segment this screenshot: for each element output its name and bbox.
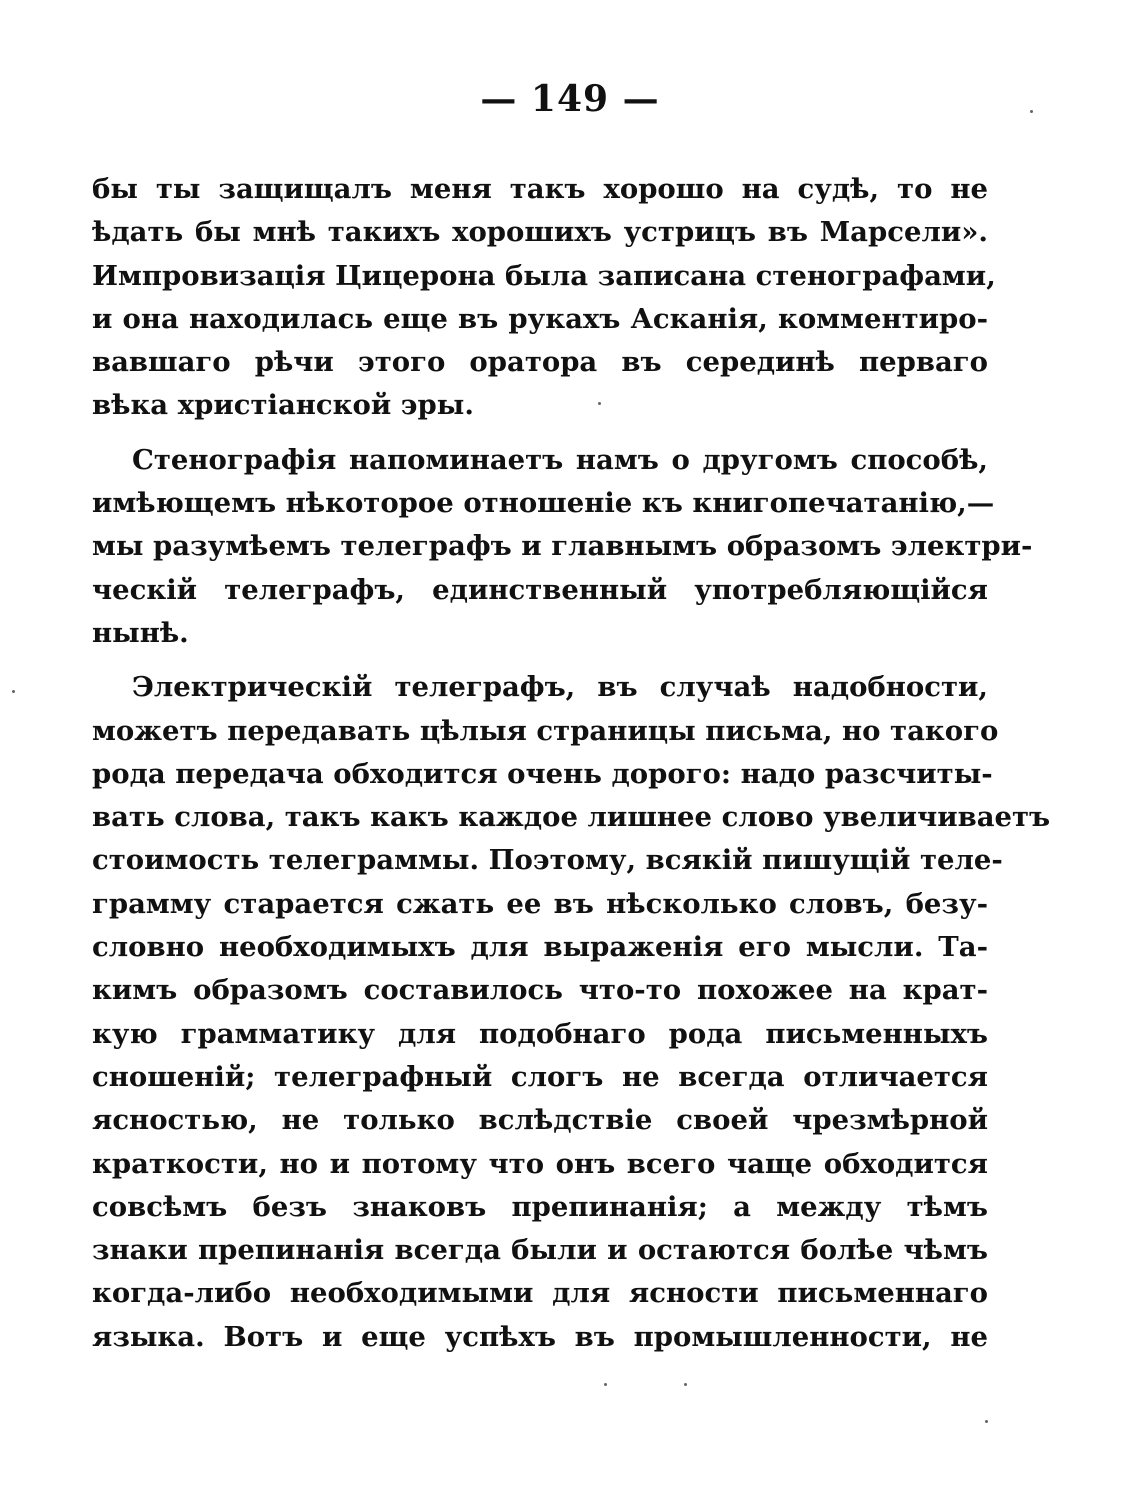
text-line: ясностью, не только вслѣдствіе своей чрезмѣрной <box>92 1104 988 1137</box>
text-line: языка. Вотъ и еще успѣхъ въ промышленности, не <box>92 1320 988 1353</box>
text-line: кимъ образомъ составилось что-то похожее на крат- <box>92 974 988 1007</box>
scan-speck <box>598 402 601 405</box>
text-line: Импровизація Цицерона была записана стенографами, <box>92 259 996 292</box>
text-line: словно необходимыхъ для выраженія его мысли. Та- <box>92 931 988 964</box>
text-line: рода передача обходится очень дорого: надо разсчиты- <box>92 757 993 790</box>
text-line: Стенографія напоминаетъ намъ о другомъ способѣ, <box>132 443 988 476</box>
text-line: совсѣмъ безъ знаковъ препинанія; а между тѣмъ <box>92 1190 988 1223</box>
paragraph-2 <box>92 439 1033 655</box>
text-line: грамму старается сжать ее въ нѣсколько словъ, безу- <box>92 887 988 920</box>
text-line: сношеній; телеграфный слогъ не всегда отличается <box>92 1060 988 1093</box>
text-line: ѣдать бы мнѣ такихъ хорошихъ устрицъ въ Марсели». <box>92 216 988 249</box>
text-line: Электрическій телеграфъ, въ случаѣ надобности, <box>132 671 988 704</box>
text-line: имѣющемъ нѣкоторое отношеніе къ книгопечатанію,— <box>92 487 995 520</box>
page-number: — 149 — <box>480 78 660 120</box>
scan-speck <box>985 1420 988 1423</box>
text-line: бы ты защищалъ меня такъ хорошо на судѣ, то не <box>92 173 988 205</box>
text-line: стоимость телеграммы. Поэтому, всякій пишущій теле- <box>92 844 1003 877</box>
scan-speck <box>684 1383 687 1386</box>
scan-speck <box>1030 110 1033 113</box>
text-line: ческій телеграфъ, единственный употребляющійся <box>92 573 988 606</box>
scan-speck <box>604 1383 607 1386</box>
text-line: и она находилась еще въ рукахъ Асканія, комментиро- <box>92 302 988 335</box>
scan-speck <box>12 690 15 693</box>
body-text <box>92 168 1051 1359</box>
paragraph-1 <box>92 168 996 428</box>
text-line: мы разумѣемъ телеграфъ и главнымъ образомъ электри- <box>92 530 1033 563</box>
text-line: можетъ передавать цѣлыя страницы письма, но такого <box>92 714 999 747</box>
text-line: краткости, но и потому что онъ всего чаще обходится <box>92 1147 988 1180</box>
text-line: когда-либо необходимыми для ясности письменнаго <box>92 1277 988 1310</box>
text-line: вавшаго рѣчи этого оратора въ серединѣ перваго <box>92 346 988 379</box>
text-line: вѣка христіанской эры. <box>92 389 474 422</box>
text-line: вать слова, такъ какъ каждое лишнее слово увеличиваетъ <box>92 801 1051 834</box>
text-line: кую грамматику для подобнаго рода письменныхъ <box>92 1017 988 1050</box>
text-line: нынѣ. <box>92 616 189 649</box>
text-line: знаки препинанія всегда были и остаются болѣе чѣмъ <box>92 1234 988 1267</box>
paragraph-3 <box>92 666 1051 1359</box>
